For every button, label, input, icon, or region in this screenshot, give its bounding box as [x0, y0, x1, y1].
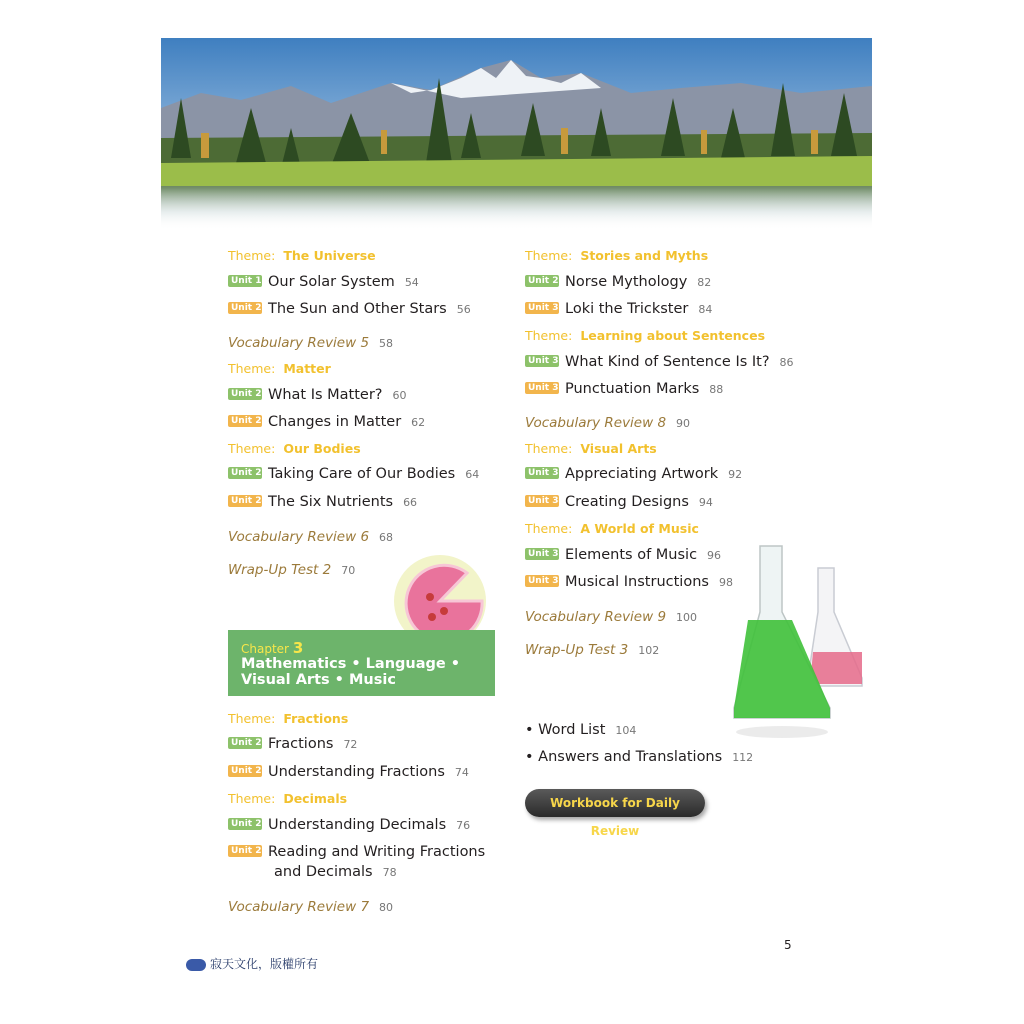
wrap-up-test-entry[interactable]: Wrap-Up Test 3 102 — [525, 642, 660, 658]
page-number: 76 — [456, 819, 471, 832]
page-number: 56 — [456, 303, 471, 316]
page-number: 96 — [707, 549, 722, 562]
toc-entry[interactable] — [525, 492, 713, 514]
unit-badge: Unit 35 — [525, 548, 559, 560]
toc-entry[interactable] — [228, 815, 470, 837]
theme-heading: Theme: Decimals — [228, 791, 348, 806]
unit-title: Appreciating Artwork — [565, 466, 719, 482]
theme-heading: Theme: Matter — [228, 361, 331, 376]
page-number: 94 — [698, 496, 713, 509]
vocab-review-entry[interactable]: Vocabulary Review 8 90 — [525, 415, 691, 431]
publisher-logo-icon — [186, 959, 206, 971]
page-number: 62 — [411, 416, 426, 429]
page-number: 86 — [779, 356, 794, 369]
toc-entry[interactable] — [228, 272, 419, 294]
page-number: 92 — [728, 468, 743, 481]
toc-entry[interactable] — [525, 299, 712, 321]
page-number: 72 — [343, 738, 358, 751]
toc-entry[interactable] — [228, 385, 407, 407]
page-number: 66 — [403, 496, 418, 509]
unit-title: The Sun and Other Stars — [268, 301, 447, 317]
unit-badge: Unit 28 — [228, 845, 262, 857]
page-number: 74 — [454, 766, 469, 779]
unit-badge: Unit 22 — [228, 415, 262, 427]
theme-heading: Theme: Learning about Sentences — [525, 328, 766, 343]
unit-badge: Unit 23 — [228, 467, 262, 479]
unit-badge: Unit 33 — [525, 467, 559, 479]
unit-title: Elements of Music — [565, 547, 698, 563]
unit-badge: Unit 29 — [525, 275, 559, 287]
unit-title: Understanding Decimals — [268, 817, 447, 833]
unit-title: What Is Matter? — [268, 387, 383, 403]
unit-badge: Unit 24 — [228, 495, 262, 507]
unit-title: Fractions — [268, 736, 334, 752]
unit-badge: Unit 31 — [525, 355, 559, 367]
vocab-review-entry[interactable]: Vocabulary Review 9 100 — [525, 609, 698, 625]
page-number: 88 — [709, 383, 724, 396]
theme-heading: Theme: The Universe — [228, 248, 376, 263]
toc-entry[interactable] — [228, 762, 469, 784]
landscape-banner — [161, 38, 872, 230]
theme-heading: Theme: Our Bodies — [228, 441, 361, 456]
vocab-review-entry[interactable]: Vocabulary Review 7 80 — [228, 899, 394, 915]
toc-entry[interactable] — [228, 842, 485, 862]
theme-heading: Theme: Fractions — [228, 711, 349, 726]
theme-heading: Theme: Stories and Myths — [525, 248, 709, 263]
theme-heading: Theme: A World of Music — [525, 521, 699, 536]
unit-title: Taking Care of Our Bodies — [268, 466, 456, 482]
chapter-title-line1: Mathematics • Language • — [241, 656, 461, 672]
unit-title: Understanding Fractions — [268, 764, 445, 780]
toc-entry[interactable] — [228, 464, 479, 486]
unit-title: What Kind of Sentence Is It? — [565, 354, 770, 370]
toc-entry-continuation — [268, 862, 397, 884]
unit-title-line2: and Decimals — [274, 864, 373, 880]
unit-badge: Unit 30 — [525, 302, 559, 314]
page-number: 84 — [698, 303, 713, 316]
unit-badge: Unit 32 — [525, 382, 559, 394]
unit-title: The Six Nutrients — [268, 494, 394, 510]
toc-entry[interactable] — [525, 379, 723, 401]
publisher-copyright: 寂天文化，版權所有 — [186, 955, 318, 972]
flask-illustration — [730, 540, 870, 750]
unit-title: Musical Instructions — [565, 574, 709, 590]
unit-badge: Unit 27 — [228, 818, 262, 830]
unit-title: Our Solar System — [268, 274, 395, 290]
toc-entry[interactable] — [228, 492, 417, 514]
page-number: 78 — [382, 866, 397, 879]
wrap-up-test-entry[interactable]: Wrap-Up Test 2 70 — [228, 562, 356, 578]
vocab-review-entry[interactable]: Vocabulary Review 6 68 — [228, 529, 394, 545]
page-number: 64 — [465, 468, 480, 481]
chapter-heading: Chapter 3 Mathematics • Language • Visual Arts • Music — [228, 630, 495, 696]
answers-entry[interactable]: • Answers and Translations 112 — [525, 749, 754, 765]
toc-entry[interactable] — [525, 464, 742, 486]
toc-entry[interactable] — [228, 734, 357, 756]
unit-title: Creating Designs — [565, 494, 689, 510]
unit-badge: Unit 21 — [228, 388, 262, 400]
unit-title: Norse Mythology — [565, 274, 688, 290]
unit-title: Reading and Writing Fractions — [268, 844, 486, 860]
unit-badge: Unit 20 — [228, 302, 262, 314]
toc-entry[interactable] — [525, 572, 733, 594]
chapter-title-line2: Visual Arts • Music — [241, 672, 396, 688]
page-number: 82 — [697, 276, 712, 289]
toc-entry[interactable] — [525, 272, 711, 294]
unit-title: Punctuation Marks — [565, 381, 700, 397]
unit-badge: Unit 25 — [228, 737, 262, 749]
page-number: 54 — [404, 276, 419, 289]
page-number-footer: 5 — [784, 938, 792, 952]
theme-heading: Theme: Visual Arts — [525, 441, 657, 456]
vocab-review-entry[interactable]: Vocabulary Review 5 58 — [228, 335, 394, 351]
unit-title: Loki the Trickster — [565, 301, 689, 317]
unit-badge: Unit 19 — [228, 275, 262, 287]
workbook-button[interactable]: Workbook for Daily Review — [525, 789, 705, 817]
toc-entry[interactable] — [228, 299, 471, 321]
unit-badge: Unit 36 — [525, 575, 559, 587]
toc-entry[interactable] — [525, 545, 721, 567]
page-number: 60 — [392, 389, 407, 402]
unit-title: Changes in Matter — [268, 414, 402, 430]
toc-entry[interactable] — [525, 352, 794, 374]
unit-badge: Unit 34 — [525, 495, 559, 507]
page-number: 98 — [718, 576, 733, 589]
toc-entry[interactable] — [228, 412, 425, 434]
word-list-entry[interactable]: • Word List 104 — [525, 722, 637, 738]
unit-badge: Unit 26 — [228, 765, 262, 777]
